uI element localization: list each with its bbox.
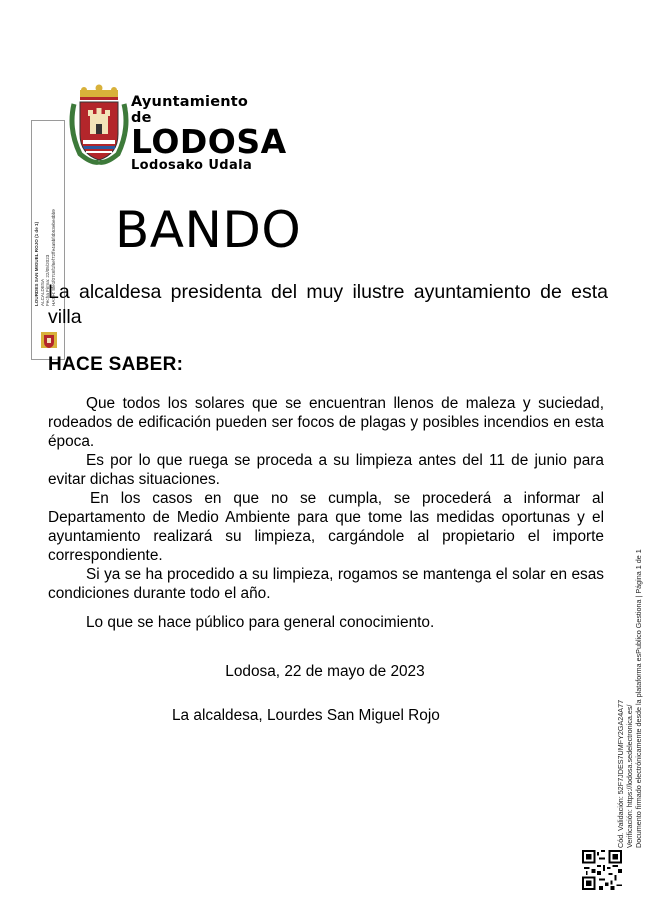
logo-line-lodosa: LODOSA	[131, 122, 287, 161]
place-date	[0, 663, 650, 681]
logo-text	[131, 94, 287, 173]
verification-note: Documento firmado electrónicamente desde la plataforma esPublico Gestiona | Página 1 de 1	[634, 549, 643, 848]
qr-code-icon	[582, 850, 622, 890]
intro-text: La alcaldesa presidenta del muy ilustre ayuntamiento de esta villa	[48, 281, 608, 328]
paragraph-3: En los casos en que no se cumpla, se procederá a informar al Departamento de Medio Ambiente para que tome las medidas oportunas y el ayuntamiento realizará su limpieza, cargándole al propietario el importe correspondiente.	[48, 490, 604, 564]
paragraph-4: Si ya se ha procedido a su limpieza, rogamos se mantenga el solar en esas condiciones durante todo el año.	[48, 566, 604, 602]
paragraph-1: Que todos los solares que se encuentran llenos de maleza y suciedad, rodeados de edificación pueden ser focos de plagas y posibles incendios en esta época.	[48, 395, 604, 450]
stamp-mini-crest-icon	[39, 330, 59, 350]
verification-code: Cód. Validación: 52F7JDES7UMFY2GA24A77	[616, 699, 625, 848]
stamp-signer: LOURDES SAN MIGUEL ROJO (1 de 1)	[34, 221, 39, 306]
stamp-role: ALCALDESA	[39, 278, 45, 306]
logo-line-udala: Lodosako Udala	[131, 158, 253, 173]
verification-url: Verificación: https://lodosa.sedelectronica.es/	[625, 704, 634, 848]
hace-saber-heading: HACE SABER:	[48, 354, 184, 375]
document-body	[48, 394, 604, 632]
stamp-hash: HASH: 8fe1f07c6f1f6ef72ffe4a5bf4b53ebe4bb9	[50, 209, 56, 306]
closing-text: Lo que se hace público para general conocimiento.	[86, 614, 435, 631]
place-date-text: Lodosa, 22 de mayo de 2023	[225, 663, 425, 680]
document-title: BANDO	[115, 201, 302, 259]
verification-text	[616, 549, 643, 848]
logo-line-ayuntamiento: Ayuntamiento de	[131, 94, 249, 126]
paragraph-2: Es por lo que ruega se proceda a su limpieza antes del 11 de junio para evitar dichas situaciones.	[48, 452, 604, 488]
signature-line: La alcaldesa, Lourdes San Miguel Rojo	[172, 707, 440, 724]
stamp-date: Fecha Firma: 22/05/2023	[45, 254, 51, 306]
